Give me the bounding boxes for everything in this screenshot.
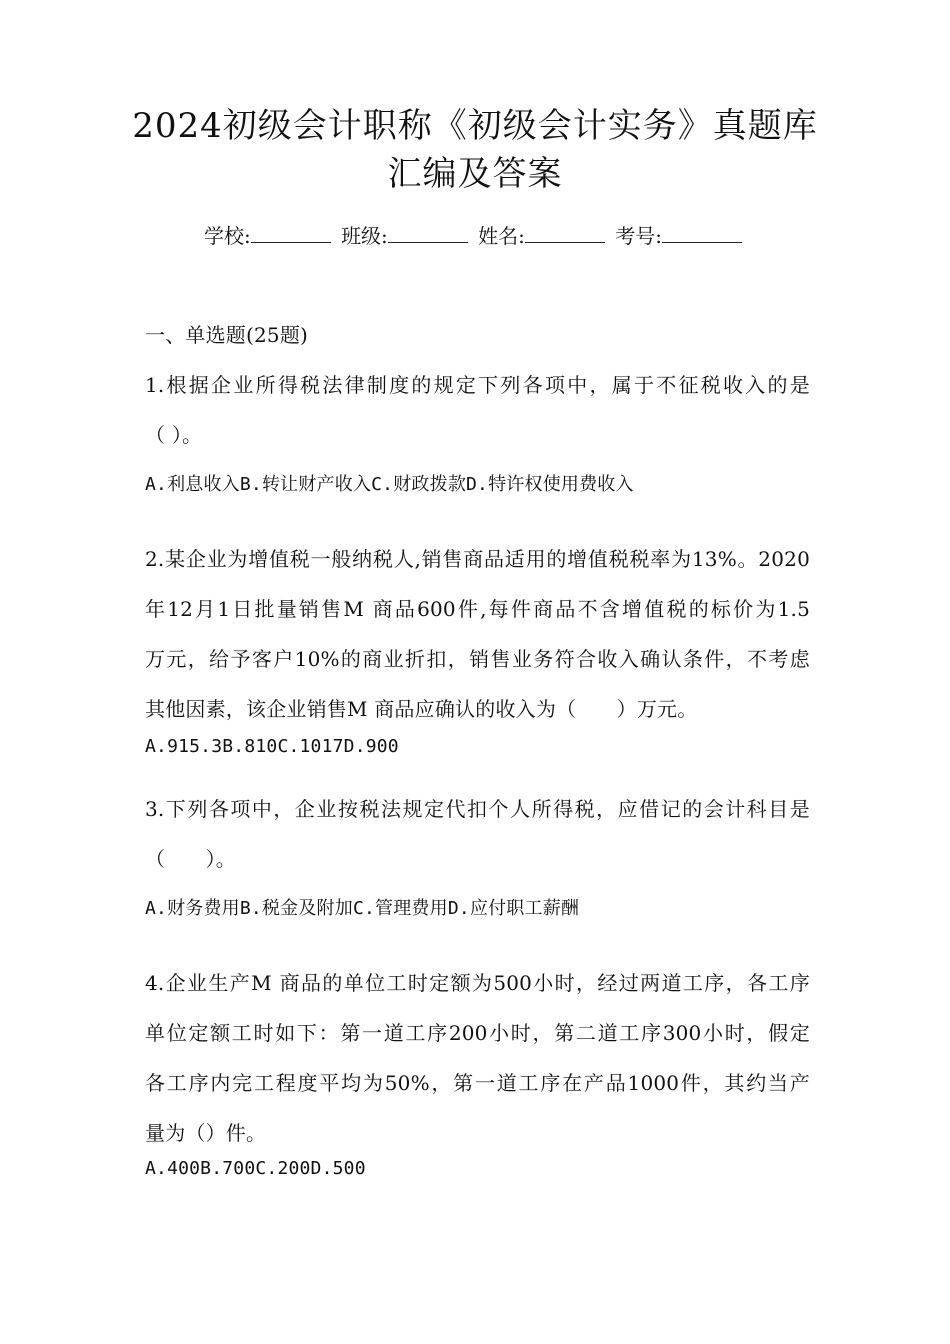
section-heading: 一、单选题(25题) xyxy=(145,323,309,347)
question-4-options: A.400B.700C.200D.500 xyxy=(145,1158,366,1179)
question-2-line-1: 2.某企业为增值税一般纳税人,销售商品适用的增值税税率为13%。2020 xyxy=(145,547,810,571)
question-2-line-4: 其他因素，该企业销售M 商品应确认的收入为（ ）万元。 xyxy=(145,697,698,721)
school-label: 学校: xyxy=(203,224,251,248)
question-4-line-4: 量为（）件。 xyxy=(145,1121,267,1145)
question-4-line-2: 单位定额工时如下：第一道工序200小时，第二道工序300小时，假定 xyxy=(145,1021,810,1045)
question-3-options: A.财务费用B.税金及附加C.管理费用D.应付职工薪酬 xyxy=(145,898,580,919)
question-1-options: A.利息收入B.转让财产收入C.财政拨款D.特许权使用费收入 xyxy=(145,474,634,495)
class-label: 班级: xyxy=(341,224,388,248)
question-3-line-1: 3.下列各项中，企业按税法规定代扣个人所得税，应借记的会计科目是 xyxy=(145,797,810,821)
exam-number-blank xyxy=(662,220,742,243)
name-label: 姓名: xyxy=(478,224,525,248)
question-2-line-2: 年12月1日批量销售M 商品600件,每件商品不含增值税的标价为1.5 xyxy=(145,597,810,621)
question-1-line-2: （ ）。 xyxy=(145,423,203,447)
document-title-line-1: 2024初级会计职称《初级会计实务》真题库 xyxy=(132,106,818,146)
question-2-line-3: 万元，给予客户10%的商业折扣，销售业务符合收入确认条件，不考虑 xyxy=(145,647,810,671)
exam-number-label: 考号: xyxy=(615,224,663,248)
student-info-row xyxy=(0,220,950,252)
name-blank xyxy=(525,220,605,243)
question-4-line-3: 各工序内完工程度平均为50%，第一道工序在产品1000件，其约当产 xyxy=(145,1071,810,1095)
question-2-options: A.915.3B.810C.1017D.900 xyxy=(145,736,399,757)
question-4-line-1: 4.企业生产M 商品的单位工时定额为500小时，经过两道工序，各工序 xyxy=(145,971,810,995)
question-1-line-1: 1.根据企业所得税法律制度的规定下列各项中，属于不征税收入的是 xyxy=(145,373,810,397)
question-3-line-2: （ ）。 xyxy=(145,847,236,871)
document-title-line-2: 汇编及答案 xyxy=(387,154,563,194)
school-blank xyxy=(251,220,331,243)
class-blank xyxy=(388,220,468,243)
